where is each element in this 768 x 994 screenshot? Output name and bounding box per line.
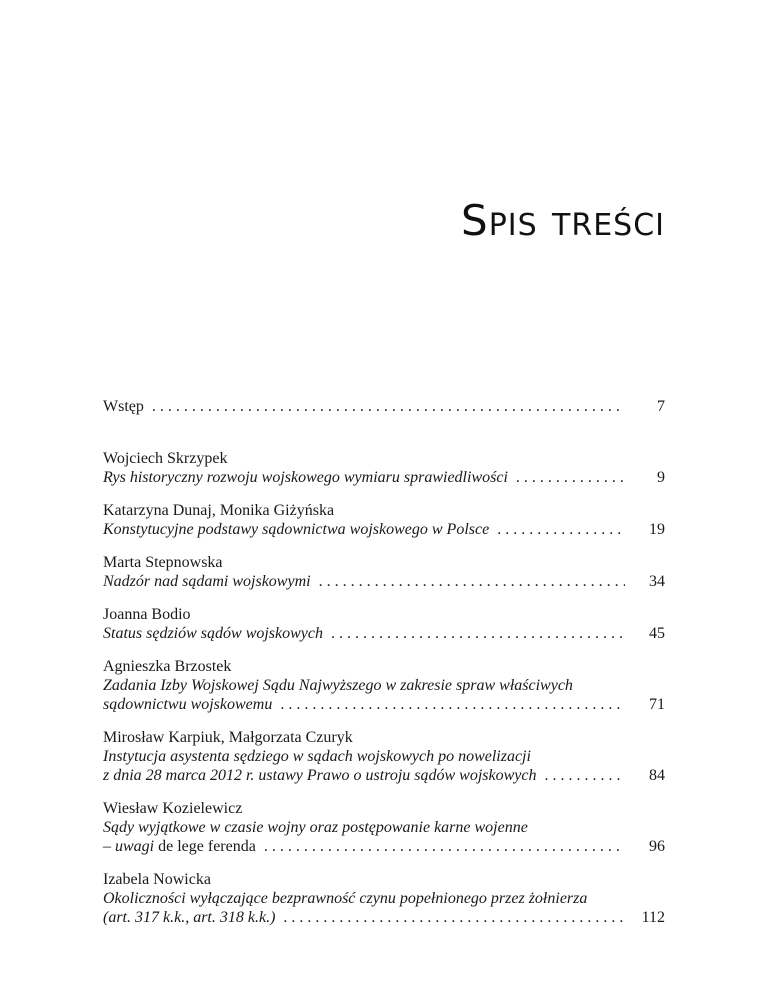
- title-initial-1: S: [461, 196, 489, 245]
- toc-entry-line: [103, 766, 665, 785]
- toc-entry-line: [103, 837, 665, 856]
- toc-entry[interactable]: [103, 449, 665, 487]
- toc-entry-author: Izabela Nowicka: [103, 871, 211, 888]
- toc-entry-intro[interactable]: [103, 397, 665, 416]
- toc-entry-author: Wojciech Skrzypek: [103, 450, 228, 467]
- toc-entry-line: [103, 695, 665, 714]
- toc-entry-title: Konstytucyjne podstawy sądownictwa wojskowego w Polsce: [103, 521, 490, 538]
- toc-entry-title: Nadzór nad sądami wojskowymi: [103, 573, 311, 590]
- toc-page-number: 45: [649, 625, 665, 642]
- toc-entry-title: (art. 317 k.k., art. 318 k.k.): [103, 909, 276, 926]
- toc-entry-title-line: Okoliczności wyłączające bezprawność czynu popełnionego przez żołnierza: [103, 890, 588, 907]
- toc-page-number: 112: [641, 909, 665, 926]
- toc-entry[interactable]: [103, 553, 665, 591]
- toc-entry[interactable]: [103, 605, 665, 643]
- toc-entry[interactable]: [103, 728, 665, 785]
- toc-entry-title-part: – uwagi: [103, 838, 155, 855]
- leader-dots: [280, 695, 625, 714]
- leader-dots: [283, 908, 625, 927]
- toc-page-number: 19: [649, 521, 665, 538]
- leader-dots: [516, 468, 625, 487]
- leader-dots: [545, 766, 626, 785]
- toc-entry-line: [103, 572, 665, 591]
- page-title: [461, 196, 665, 245]
- toc-entry-title: Rys historyczny rozwoju wojskowego wymiaru sprawiedliwości: [103, 469, 508, 486]
- toc-entry-title-part: de lege ferenda: [154, 838, 256, 855]
- toc-entry[interactable]: [103, 501, 665, 539]
- toc-entry-author: Katarzyna Dunaj, Monika Giżyńska: [103, 502, 335, 519]
- toc-page-number: 71: [649, 696, 665, 713]
- toc-entry[interactable]: [103, 799, 665, 856]
- toc-page-number: 7: [657, 398, 665, 415]
- toc-entry-author: Joanna Bodio: [103, 606, 191, 623]
- toc-entry-author: Mirosław Karpiuk, Małgorzata Czuryk: [103, 729, 353, 746]
- table-of-contents: [103, 397, 665, 941]
- leader-dots: [152, 397, 625, 416]
- leader-dots: [264, 837, 625, 856]
- toc-entry-author: Wiesław Kozielewicz: [103, 800, 243, 817]
- title-word-2-rest: REŚCI: [571, 208, 665, 243]
- toc-entry-title: Status sędziów sądów wojskowych: [103, 625, 324, 642]
- title-word-2-initial: T: [552, 208, 572, 243]
- toc-entry-line: [103, 468, 665, 487]
- leader-dots: [497, 520, 625, 539]
- toc-page-number: 9: [657, 469, 665, 486]
- toc-entry-line: [103, 908, 665, 927]
- toc-entry-line: [103, 397, 665, 416]
- toc-entry[interactable]: [103, 657, 665, 714]
- toc-entry-title: Wstęp: [103, 398, 144, 415]
- toc-entry-author: Agnieszka Brzostek: [103, 658, 232, 675]
- toc-entry[interactable]: [103, 870, 665, 927]
- toc-page-number: 34: [649, 573, 665, 590]
- toc-entry-line: [103, 520, 665, 539]
- toc-entry-title-line: Instytucja asystenta sędziego w sądach wojskowych po nowelizacji: [103, 748, 531, 765]
- toc-entry-line: [103, 624, 665, 643]
- toc-entry-title: [103, 837, 256, 856]
- leader-dots: [331, 624, 625, 643]
- toc-page-number: 96: [649, 838, 665, 855]
- title-word-1-rest: PIS: [488, 208, 538, 243]
- leader-dots: [319, 572, 625, 591]
- toc-entry-title-line: Sądy wyjątkowe w czasie wojny oraz postępowanie karne wojenne: [103, 819, 528, 836]
- toc-entry-title: sądownictwu wojskowemu: [103, 696, 273, 713]
- toc-entry-title-line: Zadania Izby Wojskowej Sądu Najwyższego w zakresie spraw właściwych: [103, 677, 573, 694]
- toc-entry-author: Marta Stepnowska: [103, 554, 223, 571]
- toc-entry-title: z dnia 28 marca 2012 r. ustawy Prawo o ustroju sądów wojskowych: [103, 767, 537, 784]
- toc-page-number: 84: [649, 767, 665, 784]
